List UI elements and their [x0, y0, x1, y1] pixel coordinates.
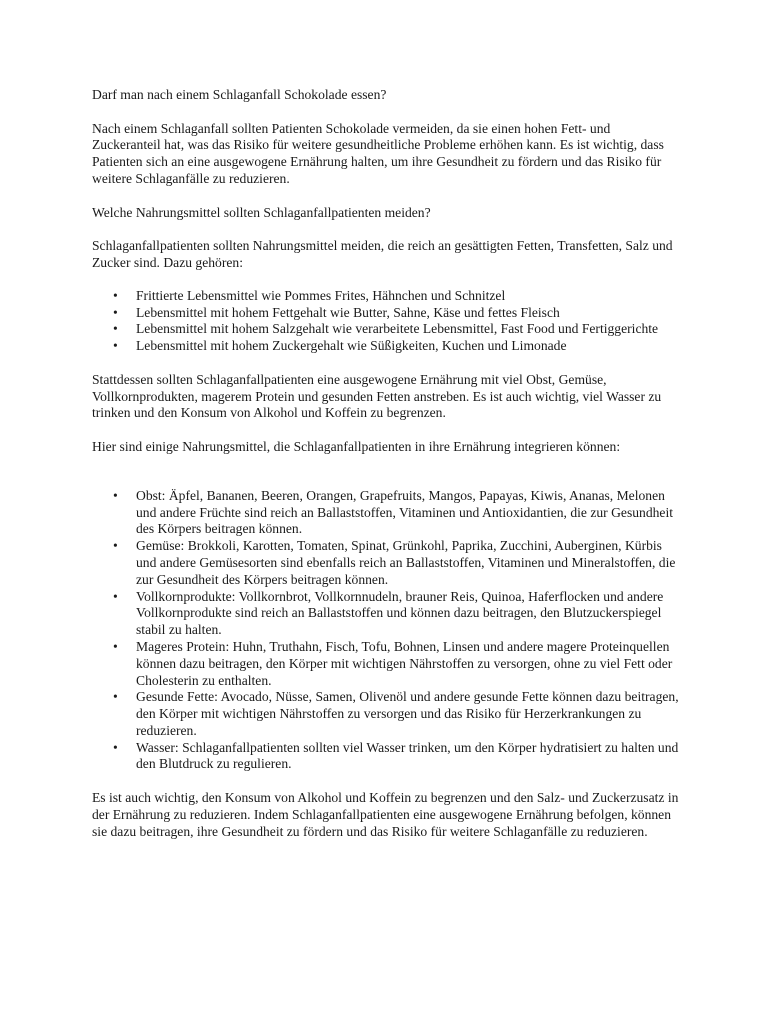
foods-to-avoid-list [92, 288, 682, 355]
conclusion-paragraph: Es ist auch wichtig, den Konsum von Alkohol und Koffein zu begrenzen und den Salz- und Zuckerzusatz in der Ernährung zu reduzieren. Indem Schlaganfallpatienten eine ausgewogene Ernährung befolgen, können sie dazu beitragen, ihre Gesundheit zu fördern und das Risiko für weitere Schlaganfälle zu reduzieren. [92, 790, 679, 839]
recommended-foods-intro: Hier sind einige Nahrungsmittel, die Schlaganfallpatienten in ihre Ernährung integrieren können: [92, 438, 621, 454]
list-item: • Gemüse: Brokkoli, Karotten, Tomaten, Spinat, Grünkohl, Paprika, Zucchini, Auberginen, Kürbis und andere Gemüsesorten sind ebenfalls reich an Ballaststoffen, Vitaminen und Mineralstoffen, die zur Gesundheit des Körpers beitragen können. [136, 538, 682, 588]
foods-to-avoid-intro: Schlaganfallpatienten sollten Nahrungsmittel meiden, die reich an gesättigten Fetten, Transfetten, Salz und Zucker sind. Dazu gehören: [92, 238, 673, 270]
recommended-foods-list [92, 488, 682, 774]
list-item: • Vollkornprodukte: Vollkornbrot, Vollkornnudeln, brauner Reis, Quinoa, Haferflocken und andere Vollkornprodukte sind reich an Ballaststoffen und können dazu beitragen, den Blutzuckerspiegel stabil zu halten. [136, 589, 682, 639]
document-page [92, 87, 682, 857]
list-item: • Lebensmittel mit hohem Fettgehalt wie Butter, Sahne, Käse und fettes Fleisch [136, 305, 682, 322]
foods-to-avoid-heading: Welche Nahrungsmittel sollten Schlaganfallpatienten meiden? [92, 204, 431, 220]
list-item: • Frittierte Lebensmittel wie Pommes Frites, Hähnchen und Schnitzel [136, 288, 682, 305]
list-item: • Lebensmittel mit hohem Zuckergehalt wie Süßigkeiten, Kuchen und Limonade [136, 338, 682, 355]
list-item: • Mageres Protein: Huhn, Truthahn, Fisch, Tofu, Bohnen, Linsen und andere magere Proteinquellen können dazu beitragen, den Körper mit wichtigen Nährstoffen zu versorgen, ohne zu viel Fett oder Cholesterin zu enthalten. [136, 639, 682, 689]
list-item: • Wasser: Schlaganfallpatienten sollten viel Wasser trinken, um den Körper hydratisiert zu halten und den Blutdruck zu regulieren. [136, 740, 682, 774]
list-item: • Lebensmittel mit hohem Salzgehalt wie verarbeitete Lebensmittel, Fast Food und Fertiggerichte [136, 321, 682, 338]
answer-paragraph: Nach einem Schlaganfall sollten Patienten Schokolade vermeiden, da sie einen hohen Fett- und Zuckeranteil hat, was das Risiko für weitere gesundheitliche Probleme erhöhen kann. Es ist wichtig, dass Patienten sich an eine ausgewogene Ernährung halten, um ihre Gesundheit zu fördern und das Risiko für weitere Schlaganfälle zu reduzieren. [92, 120, 664, 186]
list-item: • Gesunde Fette: Avocado, Nüsse, Samen, Olivenöl und andere gesunde Fette können dazu beitragen, den Körper mit wichtigen Nährstoffen zu versorgen und das Risiko für Herzerkrankungen zu reduzieren. [136, 689, 682, 739]
question-heading: Darf man nach einem Schlaganfall Schokolade essen? [92, 87, 387, 102]
list-item: • Obst: Äpfel, Bananen, Beeren, Orangen, Grapefruits, Mangos, Papayas, Kiwis, Ananas, Melonen und andere Früchte sind reich an Ballaststoffen, Vitaminen und Antioxidantien, die zur Gesundheit des Körpers beitragen können. [136, 488, 682, 538]
balanced-diet-paragraph: Stattdessen sollten Schlaganfallpatienten eine ausgewogene Ernährung mit viel Obst, Gemüse, Vollkornprodukten, magerem Protein und gesunden Fetten anstreben. Es ist auch wichtig, viel Wasser zu trinken und den Konsum von Alkohol und Koffein zu begrenzen. [92, 371, 662, 421]
